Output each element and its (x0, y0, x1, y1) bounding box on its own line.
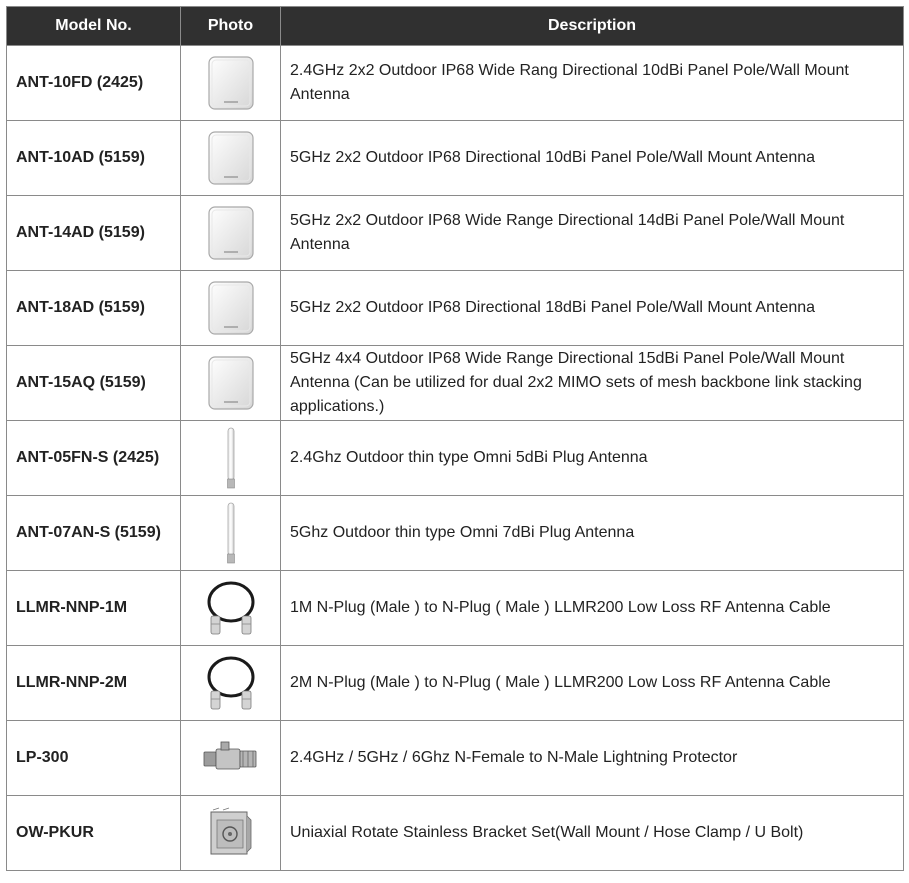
product-photo-cell (181, 571, 281, 646)
model-number: ANT-07AN-S (5159) (7, 496, 181, 571)
header-row (7, 7, 904, 46)
model-number: LLMR-NNP-1M (7, 571, 181, 646)
product-photo-cell (181, 721, 281, 796)
product-photo-cell (181, 346, 281, 421)
product-photo-cell (181, 796, 281, 871)
table-row (7, 421, 904, 496)
table-row (7, 46, 904, 121)
product-photo-cell (181, 646, 281, 721)
model-number: ANT-10FD (2425) (7, 46, 181, 121)
table-row (7, 721, 904, 796)
table-row (7, 571, 904, 646)
product-description: Uniaxial Rotate Stainless Bracket Set(Wall Mount / Hose Clamp / U Bolt) (281, 796, 904, 871)
product-description: 5GHz 2x2 Outdoor IP68 Directional 18dBi Panel Pole/Wall Mount Antenna (281, 271, 904, 346)
model-number: ANT-15AQ (5159) (7, 346, 181, 421)
table-row (7, 121, 904, 196)
product-photo-cell (181, 121, 281, 196)
table-row (7, 796, 904, 871)
table-row (7, 196, 904, 271)
bracket-icon (207, 806, 255, 860)
panel-antenna-icon (206, 54, 256, 112)
header-photo: Photo (181, 7, 281, 46)
rf-cable-icon (203, 578, 259, 638)
product-photo-cell (181, 496, 281, 571)
product-description: 5GHz 2x2 Outdoor IP68 Wide Range Directional 14dBi Panel Pole/Wall Mount Antenna (281, 196, 904, 271)
omni-antenna-icon (224, 501, 238, 565)
model-number: LP-300 (7, 721, 181, 796)
panel-antenna-icon (206, 354, 256, 412)
header-description: Description (281, 7, 904, 46)
product-description: 2.4Ghz Outdoor thin type Omni 5dBi Plug Antenna (281, 421, 904, 496)
product-description: 1M N-Plug (Male ) to N-Plug ( Male ) LLMR200 Low Loss RF Antenna Cable (281, 571, 904, 646)
table-row (7, 646, 904, 721)
panel-antenna-icon (206, 279, 256, 337)
product-description: 2.4GHz 2x2 Outdoor IP68 Wide Rang Directional 10dBi Panel Pole/Wall Mount Antenna (281, 46, 904, 121)
model-number: ANT-18AD (5159) (7, 271, 181, 346)
header-model: Model No. (7, 7, 181, 46)
product-description: 5Ghz Outdoor thin type Omni 7dBi Plug Antenna (281, 496, 904, 571)
table-row (7, 271, 904, 346)
product-description: 5GHz 4x4 Outdoor IP68 Wide Range Directional 15dBi Panel Pole/Wall Mount Antenna (Can be utilized for dual 2x2 MIMO sets of mesh backbone link stacking applications.) (281, 346, 904, 421)
model-number: OW-PKUR (7, 796, 181, 871)
panel-antenna-icon (206, 129, 256, 187)
product-description: 2.4GHz / 5GHz / 6Ghz N-Female to N-Male Lightning Protector (281, 721, 904, 796)
accessories-table (6, 6, 904, 871)
product-photo-cell (181, 46, 281, 121)
model-number: ANT-05FN-S (2425) (7, 421, 181, 496)
model-number: LLMR-NNP-2M (7, 646, 181, 721)
rf-cable-icon (203, 653, 259, 713)
lightning-protector-icon (201, 739, 261, 777)
table-row (7, 496, 904, 571)
product-photo-cell (181, 421, 281, 496)
product-description: 2M N-Plug (Male ) to N-Plug ( Male ) LLMR200 Low Loss RF Antenna Cable (281, 646, 904, 721)
table-row (7, 346, 904, 421)
model-number: ANT-10AD (5159) (7, 121, 181, 196)
model-number: ANT-14AD (5159) (7, 196, 181, 271)
product-description: 5GHz 2x2 Outdoor IP68 Directional 10dBi Panel Pole/Wall Mount Antenna (281, 121, 904, 196)
panel-antenna-icon (206, 204, 256, 262)
product-photo-cell (181, 196, 281, 271)
omni-antenna-icon (224, 426, 238, 490)
product-photo-cell (181, 271, 281, 346)
